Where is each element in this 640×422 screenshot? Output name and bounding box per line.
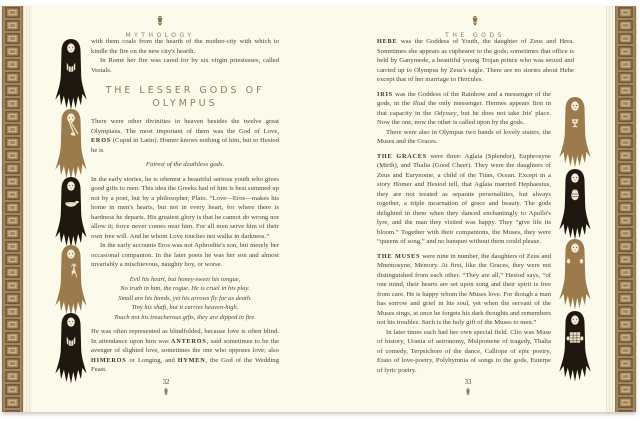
greek-key-cell [615, 110, 636, 123]
greek-key-cell [615, 214, 636, 227]
greek-key-cell [2, 331, 23, 344]
greek-key-cell [615, 149, 636, 162]
paragraph: THE GRACES were three: Aglaia (Splendor), Euphrosyne (Mirth), and Thalia (Good Cheer). They were the daughters of Zeus and Eurynome, a child of the Titan, Ocean. Except in a story Homer and Hesiod tell, that Aglaia married Hephaestus, they are not treated as separate personalities, but always together, a triple incarnation of grace and beauty. The gods delighted in them when they danced enchantingly to Apollo's lyre, and the man they visited was happy. They “give life its bloom.” Together with their companions, the Muses, they were “queens of song,” and no banquet without them could please. [377, 152, 551, 245]
muse-with-arrows-illustration [52, 244, 90, 316]
greek-key-cell [2, 253, 23, 266]
greek-key-cell [2, 162, 23, 175]
greek-key-cell [2, 214, 23, 227]
greek-key-cell [615, 84, 636, 97]
greek-key-cell [2, 84, 23, 97]
greek-key-cell [2, 266, 23, 279]
greek-key-cell [2, 370, 23, 383]
greek-key-cell [2, 201, 23, 214]
paragraph: He was often represented as blindfolded, because love is often blind. In attendance upon him was ANTEROS, said sometimes to be the avenger of slighted love, sometimes the one who opposes love; also HIMEROS or Longing, and HYMEN, the God of the Wedding Feast. [91, 328, 279, 373]
running-head-title: THE GODS [445, 32, 505, 39]
greek-key-cell [615, 188, 636, 201]
greek-key-cell [615, 123, 636, 136]
right-page-number [368, 379, 568, 399]
greek-key-cell [615, 175, 636, 188]
greek-key-cell [615, 19, 636, 32]
paragraph: THE MUSES were nine in number, the daughters of Zeus and Mnemosyne, Memory. At first, like the Graces, they were not distinguished from each other. “They are all,” Hesiod says, “of one mind, their hearts are set upon song and their spirit is free from care. He is happy whom the Muses love. For though a man has sorrow and grief in his soul, yet when the servant of the Muses sings, at once he forgets his dark thoughts and remembers not his troubles. Such is the holy gift of the Muses to men.” [377, 252, 551, 326]
greek-key-cell [2, 19, 23, 32]
greek-key-cell [2, 58, 23, 71]
paragraph: IRIS was the Goddess of the Rainbow and a messenger of the gods, in the Iliad the only messenger. Hermes appears first in that capacity in the Odyssey, but he does not take Iris' place. Now the one, now the other is called upon by the gods. [377, 90, 551, 126]
greek-key-cell [2, 97, 23, 110]
right-page-header [375, 13, 575, 39]
greek-key-cell [2, 71, 23, 84]
left-page-number [66, 379, 266, 399]
greek-key-cell [2, 6, 23, 19]
section-heading: THE LESSER GODS OF OLYMPUS [105, 85, 265, 109]
greek-key-cell [2, 32, 23, 45]
paragraph: In the early accounts Eros was not Aphrodite's son, but merely her occasional companion. In the later poets he was her son and almost invariably a mischievous, naughty boy, or worse. [91, 242, 279, 268]
paragraph: In later times each had her own special field. Clio was Muse of history, Urania of astronomy, Melpomene of tragedy, Thalia of comedy, Terpsichore of the dance, Calliope of epic poetry, Erato of love-poetry, Polyhymnia of songs to the gods, Euterpe of lyric poetry. [377, 328, 551, 374]
greek-key-cell [615, 279, 636, 292]
greek-key-cell [2, 318, 23, 331]
greek-key-cell [615, 292, 636, 305]
greek-key-cell [2, 227, 23, 240]
greek-key-cell [615, 266, 636, 279]
greek-key-cell [2, 409, 23, 412]
greek-key-cell [615, 305, 636, 318]
greek-key-cell [2, 188, 23, 201]
greek-key-cell [2, 357, 23, 370]
greek-key-cell [615, 71, 636, 84]
greek-key-cell [615, 240, 636, 253]
greek-key-cell [615, 370, 636, 383]
greek-key-cell [615, 409, 636, 412]
running-head-title: MYTHOLOGY [125, 32, 195, 39]
greek-key-cell [615, 162, 636, 175]
paragraph: HEBE was the Goddess of Youth, the daughter of Zeus and Hera. Sometimes she appears as cupbearer to the gods; sometimes that office is held by Ganymede, a beautiful young Trojan prince who was seized and carried up to Olympus by Zeus's eagle. There are no stories about Hebe except that of her marriage to Hercules. [377, 38, 574, 83]
greek-key-cell [615, 97, 636, 110]
page-number-value: 32 [162, 379, 170, 386]
paragraph: with them coals from the hearth of the mother-city with which to kindle the fire on the new city's hearth. [91, 38, 279, 55]
muse-with-pipes-illustration [52, 108, 90, 180]
greek-key-cell [2, 123, 23, 136]
greek-key-cell [615, 58, 636, 71]
page-edges-left [23, 6, 32, 412]
greek-key-border-left [2, 6, 23, 412]
greek-key-cell [2, 136, 23, 149]
greek-key-cell [615, 253, 636, 266]
paragraph: There were other divinities in heaven besides the twelve great Olympians. The most important of them was the God of Love, EROS (Cupid in Latin). Homer knows nothing of him, but to Hesiod he is [91, 118, 279, 154]
greek-key-cell [2, 305, 23, 318]
greek-key-cell [615, 136, 636, 149]
muse-with-bowl-illustration [52, 176, 90, 248]
quote-line: Fairest of the deathless gods. [145, 161, 225, 168]
paragraph: There were also in Olympus two bands of lovely sisters, the Muses and the Graces. [377, 128, 551, 145]
greek-key-cell [615, 396, 636, 409]
greek-key-cell [2, 240, 23, 253]
muse-face [67, 181, 75, 190]
greek-key-cell [2, 383, 23, 396]
greek-key-cell [615, 331, 636, 344]
folio-ornament-icon [163, 388, 169, 396]
left-page-header [60, 13, 260, 39]
paragraph: In Rome her fire was cared for by six virgin priestesses, called Vestals. [91, 57, 279, 74]
greek-key-border-right [615, 6, 636, 412]
page-number-value: 33 [464, 379, 472, 386]
greek-key-cell [2, 110, 23, 123]
greek-key-cell [615, 32, 636, 45]
paragraph: In the early stories, he is oftenest a beautiful serious youth who gives good gifts to men. This idea the Greeks had of him is best summed up not by a poet, but by a philosopher, Plato. “Love—Eros—makes his home in men's hearts, but not in every heart, for where there is hardness he departs. His greatest glory is that he cannot do wrong nor allow it; force never comes near him. For all men serve him of their own free will. And he whom Love touches not walks in darkness.” [91, 175, 279, 240]
greek-key-cell [615, 344, 636, 357]
verse-block: Evil his heart, but honey-sweet his tongue, No truth in him, the rogue. He is cruel in his play. Small are his hands, yet his arrows fly far as death. Tiny his shaft, but it carries heaven-high. Touch not his treacherous gifts, they are dipped in fire. [114, 275, 256, 321]
urn-ornament-icon [156, 16, 164, 26]
page-edges-right [606, 6, 615, 412]
greek-key-cell [2, 396, 23, 409]
muse-with-lyre-illustration [52, 38, 90, 110]
muse-face [67, 317, 75, 326]
left-page-text [91, 37, 279, 375]
muse-face [67, 43, 75, 52]
greek-key-cell [615, 383, 636, 396]
right-page-text [377, 37, 574, 383]
greek-key-cell [2, 292, 23, 305]
muse-face [67, 113, 75, 122]
greek-key-cell [2, 149, 23, 162]
greek-key-cell [2, 175, 23, 188]
greek-key-cell [2, 344, 23, 357]
greek-key-cell [2, 45, 23, 58]
urn-ornament-icon [471, 16, 479, 26]
open-book-spread [2, 6, 636, 412]
muse-with-lyre-illustration [52, 312, 90, 384]
greek-key-cell [615, 318, 636, 331]
greek-key-cell [615, 357, 636, 370]
muse-face [67, 249, 75, 258]
greek-key-cell [615, 45, 636, 58]
greek-key-cell [615, 6, 636, 19]
greek-key-cell [615, 201, 636, 214]
greek-key-cell [615, 227, 636, 240]
folio-ornament-icon [465, 388, 471, 396]
greek-key-cell [2, 279, 23, 292]
